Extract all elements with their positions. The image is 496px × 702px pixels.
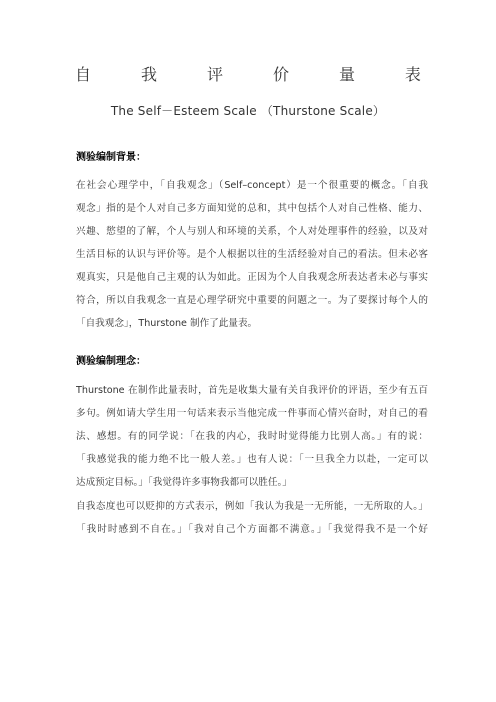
paragraph-line: 观念」指的是个人对自己多方面知觉的总和，其中包括个人对自己性格、能力、 [76, 203, 428, 214]
document-subtitle: The Self－Esteem Scale （Thurstone Scale） [110, 104, 386, 118]
paragraph-line: Thurstone 在制作此量表时，首先是收集大量有关自我评价的评语，至少有五百 [76, 385, 428, 396]
paragraph-line: 多句。例如请大学生用一句话来表示当他完成一件事而心情兴奋时，对自己的看 [76, 408, 428, 419]
paragraph-line: 在社会心理学中，「自我观念」（Self–concept）是一个很重要的概念。「自我 [76, 180, 428, 191]
paragraph-line: 「我时时感到不自在。」「我对自己个方面都不满意。」「我觉得我不是一个好 [76, 524, 428, 535]
paragraph-line: 「我感觉我的能力绝不比一般人差。」也有人说：「一旦我全力以赴，一定可以 [76, 454, 428, 465]
title-char: 表 [404, 65, 421, 84]
paragraph-concept-2 [76, 495, 428, 541]
paragraph-background [76, 174, 428, 335]
title-char: 自 [75, 65, 92, 84]
section-heading-background: 测验编制背景： [76, 152, 146, 163]
paragraph-line: 「自我观念」，Thurstone 制作了此量表。 [76, 318, 258, 329]
title-char: 量 [338, 65, 355, 84]
paragraph-line: 自我态度也可以贬抑的方式表示，例如「我认为我是一无所能，一无所取的人。」 [76, 501, 428, 512]
title-char: 我 [140, 65, 157, 84]
paragraph-line: 观真实，只是他自己主观的认为如此。正因为个人自我观念所表达者未必与事实 [76, 272, 428, 283]
paragraph-line: 符合，所以自我观念一直是心理学研究中重要的问题之一。为了要探讨每个人的 [76, 295, 428, 306]
paragraph-line: 兴趣、慾望的了解，个人与别人和环境的关系，个人对处理事件的经验，以及对 [76, 226, 428, 237]
paragraph-line: 达成预定目标。」「我觉得许多事物我都可以胜任。」 [76, 477, 292, 488]
title-char: 价 [272, 65, 289, 84]
paragraph-line: 生活目标的认识与评价等。是个人根据以往的生活经验对自己的看法。但未必客 [76, 249, 428, 260]
paragraph-line: 法、感想。有的同学说：「在我的内心，我时时觉得能力比别人高。」有的说： [76, 431, 428, 442]
paragraph-concept-1 [76, 379, 428, 494]
section-heading-concept: 测验编制理念： [76, 356, 146, 367]
title-char: 评 [206, 65, 223, 84]
document-title [75, 62, 421, 85]
